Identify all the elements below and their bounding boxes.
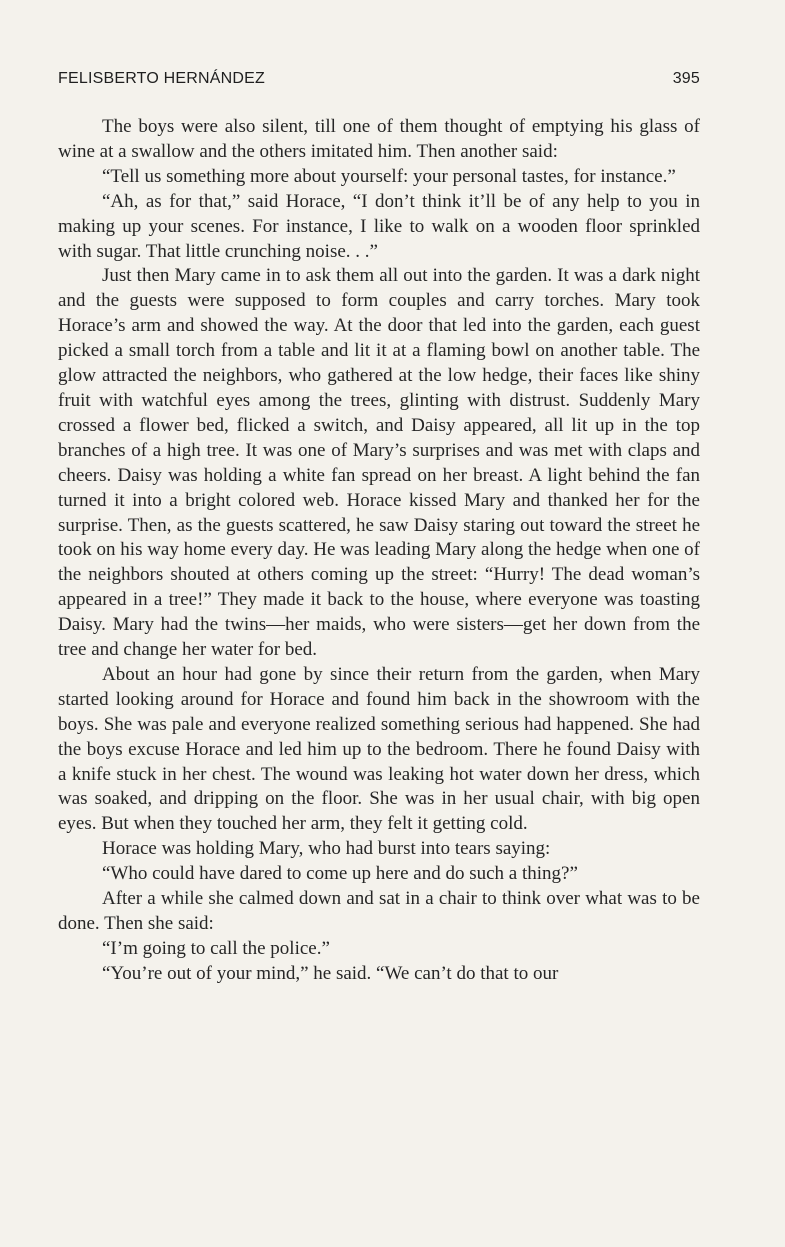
paragraph: Just then Mary came in to ask them all out into the garden. It was a dark night and the guests were supposed to form couples and carry torches. Mary took Horace’s arm and showed the way. At the door that led into the garden, each guest picked a small torch from a table and lit it at a flaming bowl on another table. The glow attracted the neighbors, who gathered at the low hedge, their faces like shiny fruit with watchful eyes among the trees, glinting with distrust. Suddenly Mary crossed a flower bed, flicked a switch, and Daisy appeared, all lit up in the top branches of a high tree. It was one of Mary’s surprises and was met with claps and cheers. Daisy was holding a white fan spread on her breast. A light behind the fan turned it into a bright colored web. Horace kissed Mary and thanked her for the surprise. Then, as the guests scattered, he saw Daisy staring out toward the street he took on his way home every day. He was leading Mary along the hedge when one of the neighbors shouted at others coming up the street: “Hurry! The dead woman’s appeared in a tree!” They made it back to the house, where everyone was toasting Daisy. Mary had the twins—her maids, who were sisters—get her down from the tree and change her water for bed. <box>58 265 700 661</box>
paragraph: “Tell us something more about yourself: your personal tastes, for instance.” <box>102 165 676 187</box>
paragraph: “I’m going to call the police.” <box>102 937 330 959</box>
author-name: FELISBERTO HERNÁNDEZ <box>58 70 266 87</box>
paragraph: The boys were also silent, till one of them thought of emptying his glass of wine at a swallow and the others imitated him. Then another said: <box>58 116 700 162</box>
paragraph: After a while she calmed down and sat in a chair to think over what was to be done. Then she said: <box>58 888 700 934</box>
paragraph: “Ah, as for that,” said Horace, “I don’t think it’ll be of any help to you in making up your scenes. For instance, I like to walk on a wooden floor sprinkled with sugar. That little crunching noise. . .” <box>58 190 700 262</box>
running-head <box>58 70 700 88</box>
paragraph: Horace was holding Mary, who had burst into tears saying: <box>102 838 551 860</box>
page-number: 395 <box>672 70 700 87</box>
paragraph: About an hour had gone by since their return from the garden, when Mary started looking around for Horace and found him back in the showroom with the boys. She was pale and everyone realized something serious had happened. She had the boys excuse Horace and led him up to the bedroom. There he found Daisy with a knife stuck in her chest. The wound was leaking hot water down her dress, which was soaked, and dripping on the floor. She was in her usual chair, with big open eyes. But when they touched her arm, they felt it getting cold. <box>58 663 700 835</box>
paragraph: “You’re out of your mind,” he said. “We can’t do that to our <box>102 962 559 984</box>
paragraph: “Who could have dared to come up here and do such a thing?” <box>102 863 578 885</box>
body-text <box>58 115 700 987</box>
